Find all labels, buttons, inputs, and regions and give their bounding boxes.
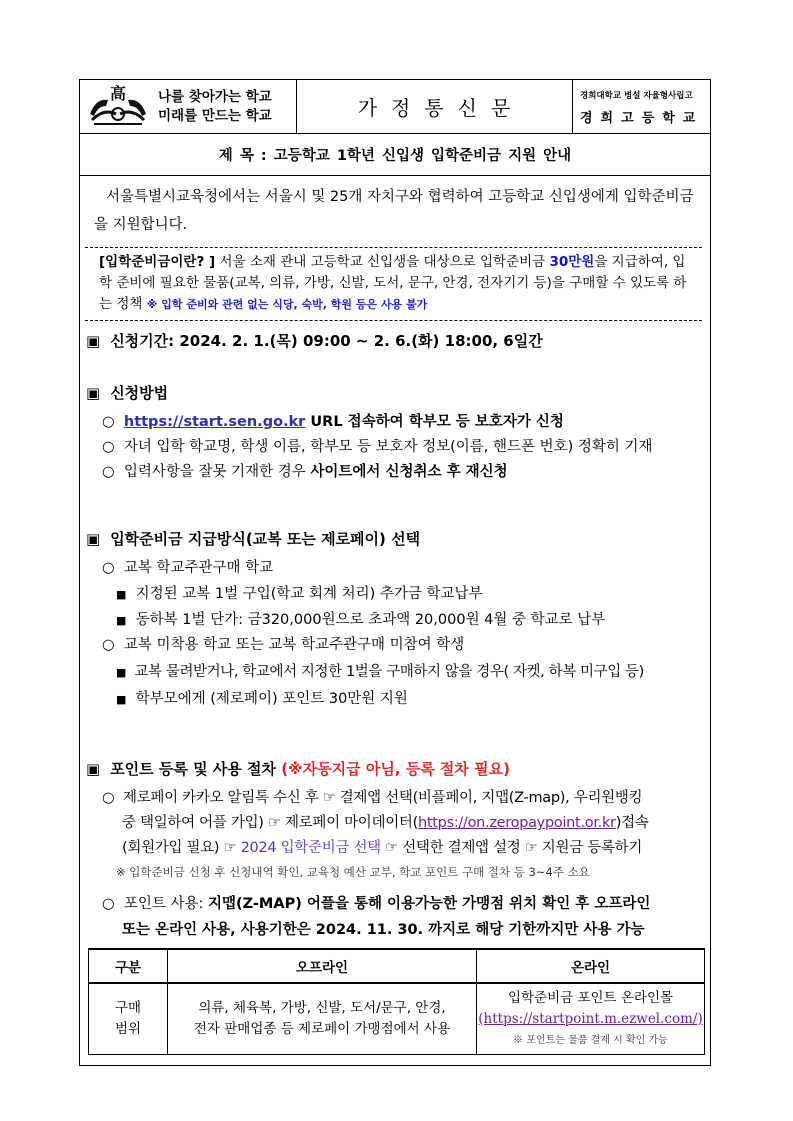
points-title-warning: (※자동지급 아님, 등록 절차 필요) <box>281 760 510 778</box>
points-use-line-2: 또는 온라인 사용, 사용기한은 2024. 11. 30. 까지로 해당 기한까지만 사용 가능 <box>122 922 645 938</box>
period-text: 신청기간: 2024. 2. 1.(목) 09:00 ~ 2. 6.(화) 18:00, 6일간 <box>110 332 543 350</box>
points-use-line-1-text: 지맵(Z-MAP) 어플을 통해 이용가능한 가맹점 위치 확인 후 오프라인 <box>208 896 651 912</box>
payment-group-1-item-1 <box>116 582 483 603</box>
table-header: 온라인 <box>477 949 705 983</box>
method-item-3-bold: 사이트에서 신청취소 후 재신청 <box>310 464 508 480</box>
points-step-line-3-b: ☞ 선택한 결제앱 설정 ☞ 지원금 등록하기 <box>380 840 643 856</box>
online-line-1: 입학준비금 포인트 온라인몰 <box>507 989 674 1006</box>
payment-group-2-item-2-text: 학부모에게 (제로페이) 포인트 30만원 지원 <box>135 691 408 707</box>
method-item-2 <box>102 435 653 456</box>
payment-group-2-item-1-text: 교복 물려받거나, 학교에서 지정한 1벌을 구매하지 않을 경우( 자켓, 하복 미구입 등) <box>134 664 644 680</box>
table-header: 오프라인 <box>168 949 477 983</box>
points-step-line-2-text: 중 택일하여 어플 가입) ☞ 제로페이 마이데이터( <box>122 815 418 831</box>
payment-section-title <box>86 528 420 549</box>
method-item-3-text: 입력사항을 잘못 기재한 경우 <box>123 464 311 480</box>
school-emblem-icon <box>86 84 150 128</box>
points-use-line-1 <box>102 892 650 913</box>
period-section <box>86 330 543 351</box>
points-step-note: ※ 입학준비금 신청 후 신청내역 확인, 교육청 예산 교부, 학교 포인트 구매 절차 등 3~4주 소요 <box>116 865 590 879</box>
payment-group-1-text: 교복 학교주관구매 학교 <box>123 560 274 576</box>
bullet-icon: ○ <box>102 464 115 480</box>
online-mall-link[interactable]: (https://startpoint.m.ezwel.com/) <box>478 1010 703 1027</box>
school-cell <box>572 80 710 133</box>
definition-label: [입학준비금이란? ] <box>99 254 216 270</box>
definition-text-before: 서울 소재 관내 고등학교 신입생을 대상으로 입학준비금 <box>215 254 550 270</box>
table-header-row <box>89 949 705 983</box>
table-row-label <box>89 983 168 1055</box>
online-note: ※ 포인트는 물품 결제 시 확인 가능 <box>513 1034 668 1046</box>
points-step-line-1 <box>102 786 642 807</box>
points-section-title <box>86 758 510 779</box>
online-cell <box>477 983 705 1055</box>
school-name: 경희고등학교 <box>580 111 704 126</box>
method-item-2-text: 자녀 입학 학교명, 학생 이름, 학부모 등 보호자 정보(이름, 핸드폰 번호) 정확히 기재 <box>123 439 653 455</box>
subject-title: 제 목 : 고등학교 1학년 신입생 입학준비금 지원 안내 <box>80 133 710 176</box>
points-use-label: 포인트 사용: <box>123 896 209 912</box>
payment-group-1-item-1-text: 지정된 교복 1벌 구입(학교 회계 처리) 추가금 학교납부 <box>135 586 483 602</box>
method-title: 신청방법 <box>110 384 169 402</box>
points-step-line-3 <box>122 836 642 857</box>
definition-text <box>99 252 694 315</box>
table-header: 구분 <box>89 949 168 983</box>
bullet-icon: ○ <box>102 560 115 576</box>
newsletter-title: 가정통신문 <box>357 96 525 120</box>
purchase-scope-table <box>88 948 705 1055</box>
payment-group-2-item-2 <box>116 687 408 708</box>
points-title: 포인트 등록 및 사용 절차 <box>110 760 282 778</box>
payment-group-2 <box>102 633 464 654</box>
section-marker: ▣ <box>86 332 101 350</box>
points-step-line-1-text: 제로페이 카카오 알림톡 수신 후 ☞ 결제앱 선택(비플페이, 지맵(Z-map), 우리원뱅킹 <box>122 790 643 806</box>
definition-text-after: 을 지급하여, 입학 준비에 필요한 물품(교복, 의류, 가방, 신발, 도서, 문구, 안경, 전자기기 등)을 구매할 수 있도록 하는 정책 <box>99 254 687 312</box>
square-bullet-icon: ■ <box>116 693 127 706</box>
slogan-line-2: 미래를 만드는 학교 <box>158 108 272 124</box>
definition-note: ※ 입학 준비와 관련 없는 식당, 숙박, 학원 등은 사용 불가 <box>146 298 428 311</box>
method-section-title <box>86 382 168 403</box>
points-step-line-3-a: (회원가입 필요) ☞ <box>122 840 241 856</box>
bullet-icon: ○ <box>102 439 115 455</box>
svg-text:高: 高 <box>109 84 127 103</box>
row-label-line-1: 구매 <box>114 1000 142 1016</box>
section-marker: ▣ <box>86 530 101 548</box>
zeropay-link[interactable]: https://on.zeropaypoint.or.kr <box>418 815 616 831</box>
slogan-line-1: 나를 찾아가는 학교 <box>158 89 272 105</box>
apply-site-link[interactable]: https://start.sen.go.kr <box>123 414 306 430</box>
square-bullet-icon: ■ <box>116 666 126 679</box>
newsletter-title-cell <box>296 80 573 133</box>
method-item-3 <box>102 460 508 481</box>
square-bullet-icon: ■ <box>116 588 127 601</box>
document-frame <box>79 79 711 1066</box>
offline-line-2: 전자 판매업종 등 제로페이 가맹점에서 사용 <box>193 1021 451 1037</box>
bullet-icon: ○ <box>102 790 115 806</box>
points-step-line-2 <box>122 811 649 832</box>
method-item-1 <box>102 410 564 431</box>
payment-group-1 <box>102 556 273 577</box>
offline-cell <box>168 983 477 1055</box>
section-marker: ▣ <box>86 384 101 402</box>
square-bullet-icon: ■ <box>116 614 127 627</box>
intro-paragraph: 서울특별시교육청에서는 서울시 및 25개 자치구와 협력하여 고등학교 신입생에게 입학준비금을 지원합니다. <box>94 189 694 233</box>
school-affiliation: 경희대학교 병설 자율형사립고 <box>580 91 693 101</box>
bullet-icon: ○ <box>102 637 115 653</box>
payment-group-1-item-2 <box>116 608 605 629</box>
offline-line-1: 의류, 체육복, 가방, 신발, 도서/문구, 안경, <box>198 1000 446 1016</box>
bullet-icon: ○ <box>102 414 115 430</box>
method-item-1-text: URL 접속하여 학부모 등 보호자가 신청 <box>305 414 564 430</box>
points-step-line-2-end: )접속 <box>615 815 649 831</box>
definition-box <box>85 247 702 321</box>
points-step-select-item: 2024 입학준비금 선택 <box>240 840 381 856</box>
definition-amount: 30만원 <box>549 254 595 270</box>
newsletter-header <box>80 80 710 134</box>
bullet-icon: ○ <box>102 896 115 912</box>
payment-group-2-item-1 <box>116 660 644 681</box>
slogan-cell <box>80 80 297 133</box>
row-label-line-2: 범위 <box>114 1021 142 1037</box>
payment-title: 입학준비금 지급방식(교복 또는 제로페이) 선택 <box>110 530 421 548</box>
table-row <box>89 983 705 1055</box>
payment-group-1-item-2-text: 동하복 1벌 단가: 금320,000원으로 초과액 20,000원 4월 중 학교로 납부 <box>135 612 606 628</box>
payment-group-2-text: 교복 미착용 학교 또는 교복 학교주관구매 미참여 학생 <box>123 637 465 653</box>
slogan <box>158 88 272 126</box>
section-marker: ▣ <box>86 760 101 778</box>
